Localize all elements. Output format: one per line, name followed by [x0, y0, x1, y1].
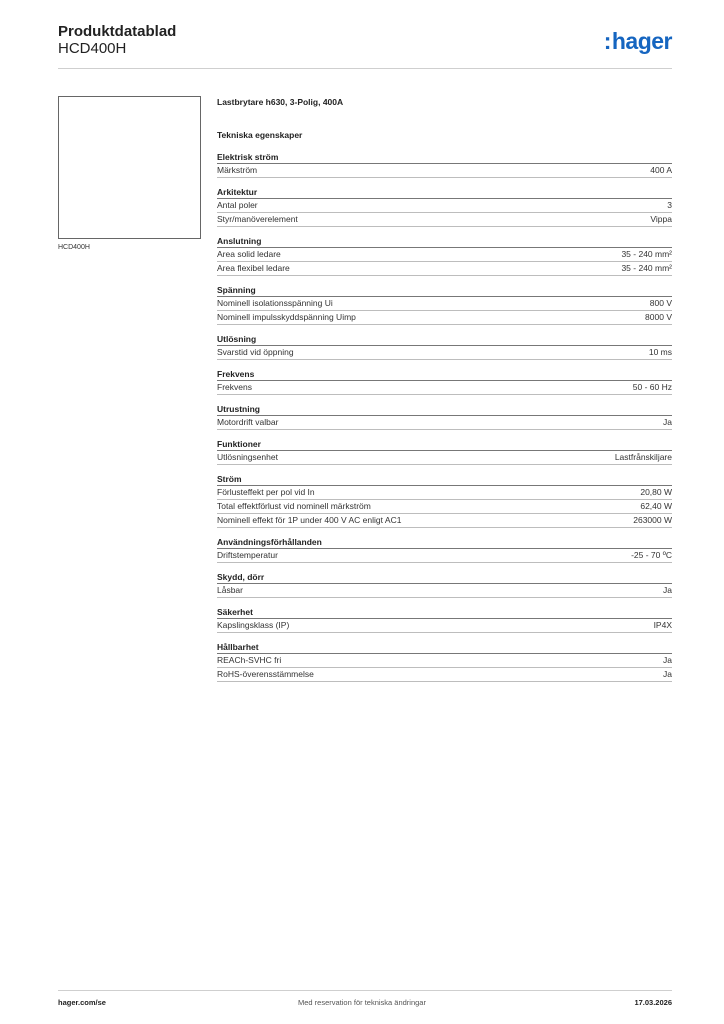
spec-content — [217, 96, 672, 682]
spec-value: Ja — [663, 655, 672, 665]
spec-row — [217, 654, 672, 668]
spec-label: Nominell effekt för 1P under 400 V AC enligt AC1 — [217, 515, 402, 525]
spec-group — [217, 536, 672, 563]
spec-value: Ja — [663, 585, 672, 595]
spec-value: 400 A — [650, 165, 672, 175]
spec-label: REACh-SVHC fri — [217, 655, 282, 665]
spec-value: 263000 W — [633, 515, 672, 525]
spec-label: Utlösningsenhet — [217, 452, 278, 462]
spec-group-title: Funktioner — [217, 438, 672, 451]
spec-group-title: Användningsförhållanden — [217, 536, 672, 549]
spec-group — [217, 368, 672, 395]
spec-value: 10 ms — [648, 347, 672, 357]
section-title: Tekniska egenskaper — [217, 130, 303, 140]
spec-groups — [217, 151, 672, 682]
spec-group-title: Ström — [217, 473, 672, 486]
footer-date: 17.03.2026 — [634, 998, 672, 1007]
spec-label: Area solid ledare — [217, 249, 281, 259]
spec-row — [217, 262, 672, 276]
spec-label: Svarstid vid öppning — [217, 347, 294, 357]
spec-label: Frekvens — [217, 382, 252, 392]
spec-label: Antal poler — [217, 200, 258, 210]
logo-text: hager — [611, 28, 672, 54]
footer-divider — [58, 990, 672, 991]
spec-value: 62,40 W — [640, 501, 672, 511]
spec-label: Area flexibel ledare — [217, 263, 290, 273]
spec-value: 35 - 240 mm² — [621, 263, 672, 273]
spec-group — [217, 438, 672, 465]
spec-group-title: Elektrisk ström — [217, 151, 672, 164]
spec-value: IP4X — [653, 620, 672, 630]
spec-value: Vippa — [650, 214, 672, 224]
spec-row — [217, 584, 672, 598]
spec-group-title: Frekvens — [217, 368, 672, 381]
spec-group — [217, 473, 672, 528]
spec-value: 3 — [667, 200, 672, 210]
spec-row — [217, 451, 672, 465]
logo-colon-icon: : — [603, 28, 611, 54]
spec-group-title: Skydd, dörr — [217, 571, 672, 584]
spec-label: Märkström — [217, 165, 258, 175]
spec-group — [217, 403, 672, 430]
spec-label: Total effektförlust vid nominell märkström — [217, 501, 371, 511]
document-title: Produktdatablad — [58, 23, 177, 40]
hager-logo[interactable] — [604, 28, 672, 55]
spec-value: 20,80 W — [640, 487, 672, 497]
spec-row — [217, 381, 672, 395]
product-image-caption: HCD400H — [58, 244, 90, 251]
spec-row — [217, 668, 672, 682]
spec-row — [217, 514, 672, 528]
spec-row — [217, 164, 672, 178]
spec-group — [217, 606, 672, 633]
spec-row — [217, 619, 672, 633]
spec-row — [217, 549, 672, 563]
spec-group-title: Anslutning — [217, 235, 672, 248]
product-code: HCD400H — [58, 40, 127, 57]
spec-group-title: Arkitektur — [217, 186, 672, 199]
spec-group — [217, 284, 672, 325]
spec-row — [217, 416, 672, 430]
spec-label: Nominell impulsskyddspänning Uimp — [217, 312, 356, 322]
spec-group — [217, 333, 672, 360]
spec-group-title: Utlösning — [217, 333, 672, 346]
spec-label: Kapslingsklass (IP) — [217, 620, 290, 630]
spec-label: Driftstemperatur — [217, 550, 278, 560]
spec-row — [217, 213, 672, 227]
spec-group-title: Säkerhet — [217, 606, 672, 619]
spec-row — [217, 248, 672, 262]
spec-group — [217, 151, 672, 178]
product-image — [58, 96, 201, 239]
spec-row — [217, 311, 672, 325]
spec-value: Ja — [663, 417, 672, 427]
spec-label: Förlusteffekt per pol vid In — [217, 487, 315, 497]
spec-group-title: Hållbarhet — [217, 641, 672, 654]
spec-row — [217, 297, 672, 311]
spec-group — [217, 235, 672, 276]
spec-value: Lastfrånskiljare — [614, 452, 672, 462]
spec-value: 8000 V — [645, 312, 672, 322]
spec-group-title: Utrustning — [217, 403, 672, 416]
spec-value: Ja — [663, 669, 672, 679]
spec-label: Motordrift valbar — [217, 417, 279, 427]
spec-row — [217, 500, 672, 514]
spec-value: 800 V — [649, 298, 672, 308]
spec-group — [217, 641, 672, 682]
spec-label: RoHS-överensstämmelse — [217, 669, 314, 679]
spec-group — [217, 186, 672, 227]
footer-website-link[interactable]: hager.com/se — [58, 998, 106, 1007]
header-divider — [58, 68, 672, 69]
spec-label: Låsbar — [217, 585, 243, 595]
spec-row — [217, 346, 672, 360]
spec-value: -25 - 70 ºC — [631, 550, 672, 560]
footer-notice: Med reservation för tekniska ändringar — [298, 998, 426, 1007]
spec-value: 35 - 240 mm² — [621, 249, 672, 259]
spec-label: Nominell isolationsspänning Ui — [217, 298, 333, 308]
spec-row — [217, 486, 672, 500]
spec-group-title: Spänning — [217, 284, 672, 297]
spec-row — [217, 199, 672, 213]
spec-value: 50 - 60 Hz — [632, 382, 672, 392]
spec-label: Styr/manöverelement — [217, 214, 298, 224]
product-description: Lastbrytare h630, 3-Polig, 400A — [217, 97, 344, 107]
spec-group — [217, 571, 672, 598]
